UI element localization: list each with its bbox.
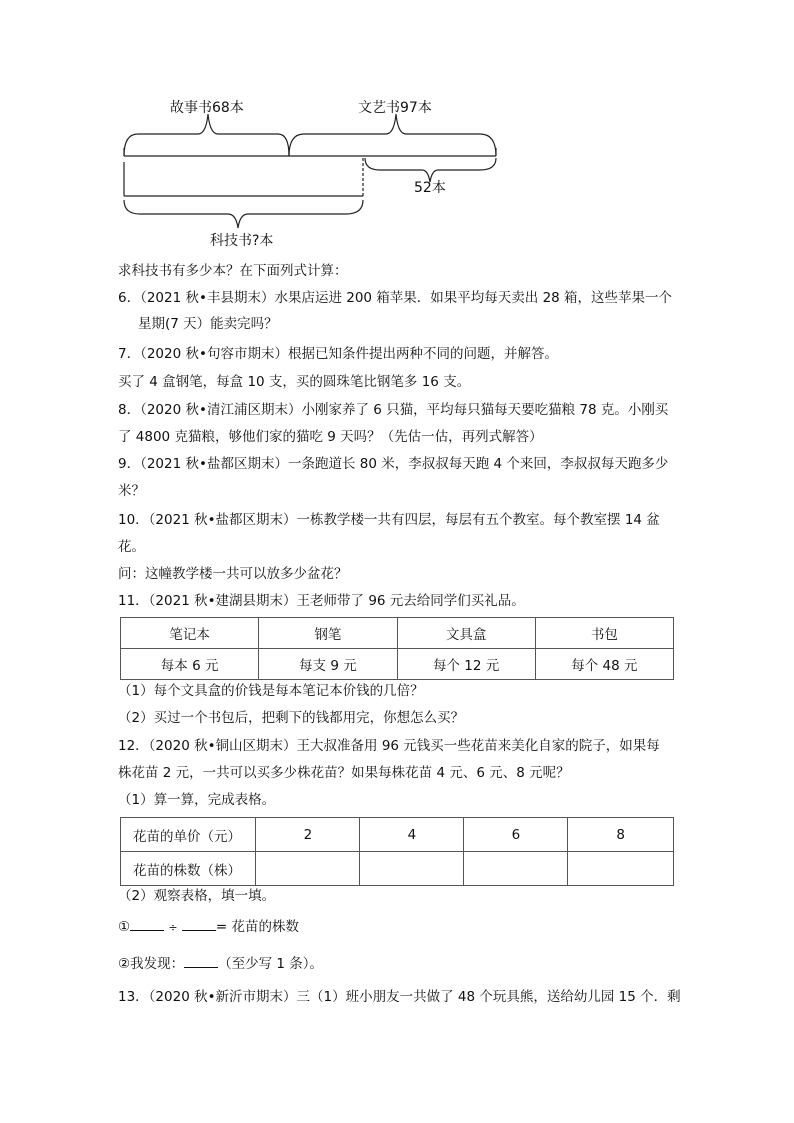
circled-one-mark: ①	[118, 919, 131, 935]
q12-seedling-table	[120, 817, 674, 886]
finding-prefix: ②我发现：	[118, 956, 185, 972]
q11-line1: 11．（2021 秋•建湖县期末）王老师带了 96 元去给同学们买礼品。	[118, 593, 525, 609]
q11-header-notebook: 笔记本	[121, 618, 259, 649]
blank-finding[interactable]	[184, 955, 218, 968]
q11-header-schoolbag: 书包	[535, 618, 673, 649]
q12-count-cell-3[interactable]	[464, 852, 568, 886]
story-books-label: 故事书68本	[170, 100, 244, 116]
q11-price-pencilcase: 每个 12 元	[397, 649, 535, 680]
q11-sub1: （1）每个文具盒的价钱是每本笔记本价钱的几倍？	[118, 683, 424, 699]
tech-books-label: 科技书?本	[210, 233, 274, 249]
q11-price-notebook: 每本 6 元	[121, 649, 259, 680]
q5-prompt: 求科技书有多少本？在下面列式计算：	[118, 263, 348, 279]
q12-count-label: 花苗的株数（株）	[121, 852, 256, 886]
q8-line1: 8．（2020 秋•清江浦区期末）小刚家养了 6 只猫，平均每只猫每天要吃猫粮 78 克。小刚买	[118, 402, 669, 418]
blank-divisor[interactable]	[182, 918, 216, 931]
q12-line1: 12．（2020 秋•铜山区期末）王大叔准备用 96 元钱买一些花苗来美化自家的院子，如果每	[118, 738, 660, 754]
q12-fill2	[118, 955, 323, 973]
q12-unit-price-label: 花苗的单价（元）	[121, 818, 256, 852]
segment-diagram	[118, 96, 508, 256]
q12-price-8: 8	[568, 818, 674, 852]
q9-line1: 9．（2021 秋•盐都区期末）一条跑道长 80 米，李叔叔每天跑 4 个来回，李叔叔每天跑多少	[118, 456, 669, 472]
q12-line2: 株花苗 2 元，一共可以买多少株花苗？如果每株花苗 4 元、6 元、8 元呢？	[118, 765, 570, 781]
q9-line2: 米？	[118, 483, 145, 499]
q11-price-pen: 每支 9 元	[259, 649, 397, 680]
q12-price-6: 6	[464, 818, 568, 852]
art-books-label: 文艺书97本	[358, 100, 432, 116]
q12-price-2: 2	[256, 818, 360, 852]
q8-line2: 了 4800 克猫粮，够他们家的猫吃 9 天吗？（先估一估，再列式解答）	[118, 429, 543, 445]
q7-line1: 7．（2020 秋•句容市期末）根据已知条件提出两种不同的问题，并解答。	[118, 346, 558, 362]
finding-suffix: （至少写 1 条）。	[218, 956, 324, 972]
q12-sub1: （1）算一算，完成表格。	[118, 792, 276, 808]
difference-label: 52本	[414, 180, 446, 196]
equals-seedling-count: = 花苗的株数	[215, 919, 300, 935]
q12-count-cell-1[interactable]	[256, 852, 360, 886]
q10-line1: 10．（2021 秋•盐都区期末）一栋教学楼一共有四层，每层有五个教室。每个教室摆 14 盆	[118, 512, 660, 528]
q12-sub2: （2）观察表格，填一填。	[118, 888, 276, 904]
q12-count-cell-4[interactable]	[568, 852, 674, 886]
q13-line1: 13．（2020 秋•新沂市期末）三（1）班小朋友一共做了 48 个玩具熊，送给幼儿园 15 个．剩	[118, 989, 681, 1005]
q11-header-pen: 钢笔	[259, 618, 397, 649]
divide-sign: ÷	[168, 921, 178, 934]
bracket-lines	[118, 96, 508, 256]
q10-line3: 问：这幢教学楼一共可以放多少盆花？	[118, 566, 348, 582]
q12-fill1	[118, 918, 299, 937]
q12-price-4: 4	[360, 818, 464, 852]
q11-price-table	[120, 617, 674, 680]
q10-line2: 花。	[118, 539, 145, 555]
blank-dividend[interactable]	[130, 918, 164, 931]
q6-line1: 6．（2021 秋•丰县期末）水果店运进 200 箱苹果．如果平均每天卖出 28 箱，这些苹果一个	[118, 290, 673, 306]
q11-header-pencilcase: 文具盒	[397, 618, 535, 649]
q6-line2: 星期(7 天）能卖完吗？	[138, 316, 278, 332]
q12-count-cell-2[interactable]	[360, 852, 464, 886]
q11-sub2: （2）买过一个书包后，把剩下的钱都用完，你想怎么买？	[118, 710, 465, 726]
q7-line2: 买了 4 盒钢笔，每盒 10 支，买的圆珠笔比钢笔多 16 支。	[118, 374, 471, 390]
q11-price-schoolbag: 每个 48 元	[535, 649, 673, 680]
